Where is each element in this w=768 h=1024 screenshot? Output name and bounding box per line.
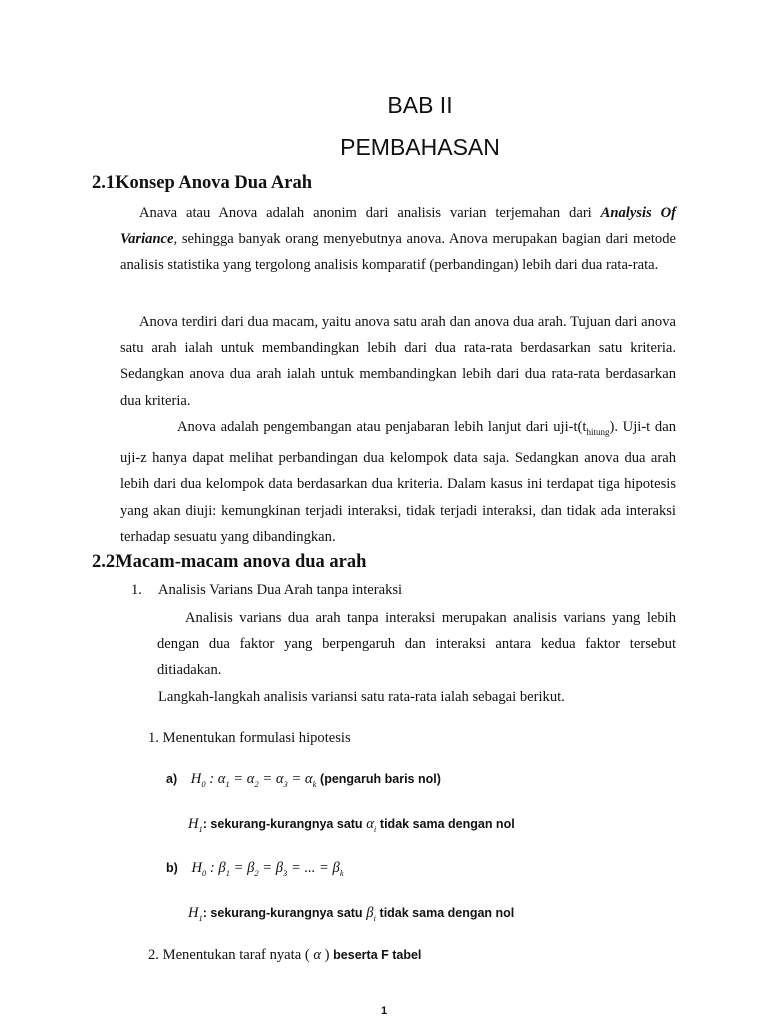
section-heading-2-1 [92, 173, 312, 194]
paragraph-1: Anava atau Anova adalah anonim dari analisis varian terjemahan dari Analysis Of Variance, sehingga banyak orang menyebutnya anova. Anova merupakan bagian dari metode analisis statistika yang tergolong analisis komparatif (perbandingan) lebih dari dua rata-rata. [120, 205, 676, 274]
section-number: 2.1 [92, 173, 116, 193]
hypothesis-b-h0: b) $H_0$ : $\beta_1 = \beta_2 = \beta_3$ = ... = $\beta_k$ [166, 860, 344, 878]
hypothesis-b-h1: $H_1$: sekurang-kurangnya satu $\beta_i$ tidak sama dengan nol [188, 905, 515, 923]
label-b: b) [166, 861, 178, 875]
chapter-title: PEMBAHASAN [340, 134, 500, 160]
section-heading-2-2 [92, 552, 366, 573]
step-2: 2. Menentukan taraf nyata ( α ) beserta F tabel [148, 947, 422, 963]
section-number: 2.2 [92, 552, 116, 572]
list-item-title: Analisis Varians Dua Arah tanpa interaksi [158, 582, 403, 598]
paragraph-2: Anova terdiri dari dua macam, yaitu anova satu arah dan anova dua arah. Tujuan dari anova satu arah ialah untuk membandingkan lebih dari dua rata-rata berdasarkan satu kriteria. Sedangkan anova dua arah ialah untuk membandingkan lebih dari dua rata-rata berdasarkan dua kriteria. [120, 314, 676, 409]
steps-intro: Langkah-langkah analisis variansi satu rata-rata ialah sebagai berikut. [158, 689, 565, 705]
chapter-label: BAB II [387, 92, 453, 118]
section-title: Macam-macam anova dua arah [115, 552, 367, 572]
paragraph-3: Anova adalah pengembangan atau penjabaran lebih lanjut dari uji-$t(t_{hitung})$. Uji-t dan uji-z hanya dapat melihat perbandingan dua kelompok data saja. Sedangkan anova dua arah lebih dari dua kelompok data berdasarkan dua kriteria. Dalam kasus ini terdapat tiga hipotesis yang akan diuji: kemungkinan terjadi interaksi, tidak terjadi interaksi, dan tidak ada interaksi terhadap sesuatu yang dibandingkan. [120, 419, 676, 545]
label-a: a) [166, 772, 178, 786]
hypothesis-a-h1: $H_1$: sekurang-kurangnya satu $\alpha_i$ tidak sama dengan nol [188, 816, 515, 834]
step-1: 1. Menentukan formulasi hipotesis [148, 730, 351, 746]
page-number: 1 [380, 1005, 388, 1017]
h0-note: (pengaruh baris nol) [320, 772, 441, 786]
item-paragraph: Analisis varians dua arah tanpa interaksi merupakan analisis varians yang lebih dengan dua faktor yang berpengaruh dan interaksi antara kedua faktor tersebut ditiadakan. [157, 610, 676, 679]
section-title: Konsep Anova Dua Arah [115, 173, 312, 193]
list-item-number: 1. [131, 582, 142, 598]
hypothesis-a-h0: a) $H_0$ : $\alpha_1 = \alpha_2 = \alpha_3 = \alpha_k$ (pengaruh baris nol) [166, 771, 441, 789]
